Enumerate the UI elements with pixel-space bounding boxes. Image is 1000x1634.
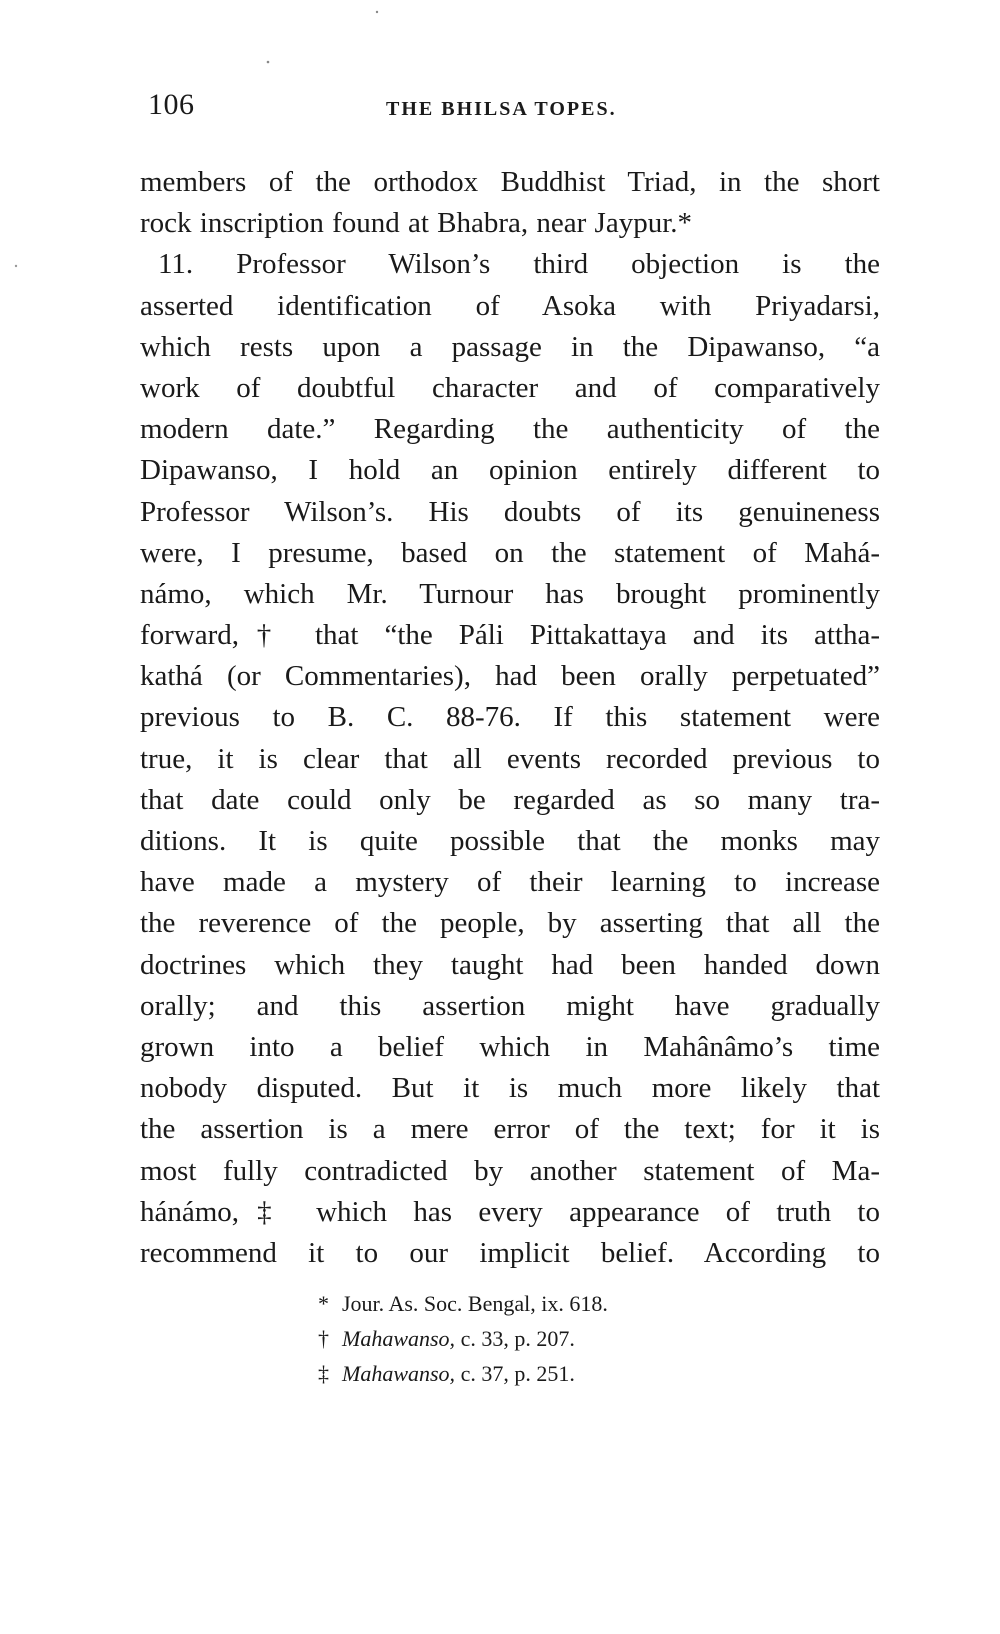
- text-line: ditions. It is quite possible that the monks may: [140, 825, 880, 857]
- text-line: recommend it to our implicit belief. According to: [140, 1236, 880, 1269]
- text-line: work of doubtful character and of comparatively: [140, 371, 880, 404]
- text-line: kathá (or Commentaries), had been orally perpetuated”: [140, 660, 880, 693]
- text-line: the assertion is a mere error of the text; for it is: [140, 1113, 880, 1146]
- footnote: [318, 1321, 838, 1356]
- footnote-ref: c. 37, p. 251.: [455, 1361, 575, 1386]
- text-line: nobody disputed. But it is much more likely that: [140, 1072, 880, 1105]
- text-line: Professor Wilson’s. His doubts of its genuineness: [140, 495, 880, 528]
- running-title: THE BHILSA TOPES.: [386, 98, 617, 120]
- footnote-source: Mahawanso,: [342, 1326, 456, 1351]
- speck: [15, 265, 17, 267]
- footnote-source: Mahawanso,: [342, 1361, 456, 1386]
- text-line: true, it is clear that all events recorded previous to: [140, 742, 880, 775]
- text-line: hánámo,‡ which has every appearance of truth to: [140, 1195, 880, 1228]
- page-header: [148, 88, 888, 128]
- text-line: which rests upon a passage in the Dipawanso, “a: [140, 330, 880, 363]
- text-line: grown into a belief which in Mahânâmo’s time: [140, 1030, 880, 1063]
- text-line: modern date.” Regarding the authenticity of the: [140, 413, 880, 446]
- text-line: doctrines which they taught had been handed down: [140, 948, 880, 981]
- text-line: most fully contradicted by another statement of Ma-: [140, 1154, 880, 1187]
- footnote-source: Jour. As. Soc. Bengal,: [342, 1291, 536, 1316]
- footnote-mark: *: [318, 1291, 329, 1316]
- text-line: asserted identification of Asoka with Priyadarsi,: [140, 289, 880, 322]
- text-line: the reverence of the people, by asserting that all the: [140, 907, 880, 940]
- text-line: námo, which Mr. Turnour has brought prominently: [140, 577, 880, 610]
- footnote-ref: c. 33, p. 207.: [455, 1326, 575, 1351]
- text-line: 11. Professor Wilson’s third objection is the: [158, 248, 880, 281]
- footnote: [318, 1286, 838, 1321]
- text-line: rock inscription found at Bhabra, near Jaypur.*: [140, 207, 693, 240]
- text-line: forward,† that “the Páli Pittakattaya and its attha-: [140, 619, 880, 652]
- text-line: have made a mystery of their learning to increase: [140, 866, 880, 899]
- page-number: 106: [148, 88, 195, 121]
- footnote-mark: ‡: [318, 1361, 329, 1386]
- text-line: orally; and this assertion might have gradually: [140, 989, 880, 1022]
- speck: [267, 61, 270, 64]
- text-line: members of the orthodox Buddhist Triad, in the short: [140, 166, 880, 198]
- text-line: that date could only be regarded as so many tra-: [140, 783, 880, 816]
- speck: [376, 11, 378, 13]
- text-line: were, I presume, based on the statement of Mahá-: [140, 536, 880, 569]
- text-line: previous to B. C. 88-76. If this statement were: [140, 701, 880, 734]
- text-line: Dipawanso, I hold an opinion entirely different to: [140, 454, 880, 487]
- footnotes: [318, 1286, 838, 1391]
- footnote: [318, 1356, 838, 1391]
- footnote-ref: ix. 618.: [535, 1291, 608, 1316]
- body-text: [140, 162, 880, 1274]
- footnote-mark: †: [318, 1326, 329, 1351]
